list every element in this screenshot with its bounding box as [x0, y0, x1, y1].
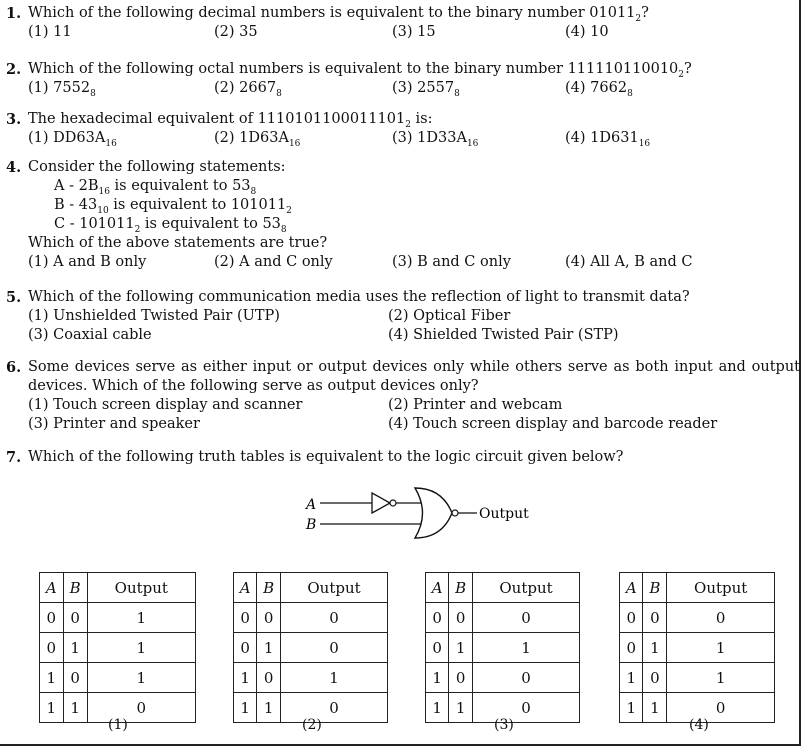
question-number: 4.: [6, 159, 22, 176]
table-row: 0 1 1: [426, 633, 580, 663]
option-3[interactable]: (3) 15: [392, 24, 436, 40]
question-number: 3.: [6, 111, 22, 128]
option-3[interactable]: (3) $2557_8$: [392, 80, 460, 99]
question-number: 6.: [6, 359, 22, 376]
option-2[interactable]: (2) $1D63A_{16}$: [214, 130, 301, 149]
question-number: 5.: [6, 289, 22, 306]
statement-a: A - $2B_{16}$ is equivalent to $53_8$: [54, 178, 257, 197]
truth-table-3: [425, 572, 580, 723]
table-row: 1 0 1: [234, 663, 388, 693]
question-5: [6, 288, 800, 345]
table-header-row: A B Output: [40, 573, 196, 603]
input-b-label: B: [306, 517, 317, 533]
table-row: 0 1 1: [620, 633, 775, 663]
question-text: Which of the following decimal numbers is equivalent to the binary number $01011_2$?: [28, 5, 649, 24]
option-4[interactable]: (4) 10: [565, 24, 609, 40]
option-4[interactable]: (4) Shielded Twisted Pair (STP): [388, 327, 619, 343]
table-row: 1 1 0: [620, 693, 775, 723]
logic-circuit-diagram: [300, 482, 540, 544]
options-row: [28, 23, 800, 42]
option-1[interactable]: (1) $7552_8$: [28, 80, 96, 99]
table-row: 0 0 0: [234, 603, 388, 633]
table-row: 0 0 0: [426, 603, 580, 633]
option-1[interactable]: (1) Touch screen display and scanner: [28, 397, 303, 413]
table-row: 1 1 0: [40, 693, 196, 723]
option-4[interactable]: (4) Touch screen display and barcode reader: [388, 416, 718, 432]
option-1[interactable]: (1) Unshielded Twisted Pair (UTP): [28, 308, 280, 324]
table-row: 0 0 1: [40, 603, 196, 633]
table-row: 1 0 1: [40, 663, 196, 693]
table-header-row: A B Output: [620, 573, 775, 603]
table-row: 1 1 0: [234, 693, 388, 723]
question-number: 2.: [6, 61, 22, 78]
output-label: Output: [479, 506, 529, 522]
question-text: Which of the following truth tables is equivalent to the logic circuit given below?: [28, 449, 624, 465]
options-row: [28, 253, 800, 272]
question-3: [6, 110, 800, 148]
question-2: [6, 60, 800, 98]
table-caption-2: (2): [302, 717, 322, 733]
question-text: Consider the following statements:: [28, 159, 286, 175]
option-3[interactable]: (3) $1D33A_{16}$: [392, 130, 479, 149]
option-4[interactable]: (4) $7662_8$: [565, 80, 633, 99]
question-text: The hexadecimal equivalent of $1110101100011101_2$ is:: [28, 111, 433, 130]
options-row: [28, 415, 800, 434]
options-row: [28, 129, 800, 148]
option-1[interactable]: (1) $DD63A_{16}$: [28, 130, 117, 149]
question-1: [6, 4, 800, 42]
nor-gate: [415, 488, 458, 538]
option-2[interactable]: (2) $2667_8$: [214, 80, 282, 99]
table-row: 1 0 0: [426, 663, 580, 693]
options-row: [28, 396, 800, 415]
option-1[interactable]: (1) A and B only: [28, 254, 147, 270]
option-3[interactable]: (3) Printer and speaker: [28, 416, 200, 432]
options-row: [28, 326, 800, 345]
question-number: 7.: [6, 449, 22, 466]
option-3[interactable]: (3) B and C only: [392, 254, 511, 270]
question-number: 1.: [6, 5, 22, 22]
statement-c: C - $101011_2$ is equivalent to $53_8$: [54, 216, 287, 235]
table-caption-3: (3): [494, 717, 514, 733]
table-row: 0 1 0: [234, 633, 388, 663]
question-4: [6, 158, 800, 272]
table-row: 0 1 1: [40, 633, 196, 663]
option-3[interactable]: (3) Coaxial cable: [28, 327, 152, 343]
table-header-row: A B Output: [426, 573, 580, 603]
option-2[interactable]: (2) 35: [214, 24, 258, 40]
table-header-row: A B Output: [234, 573, 388, 603]
statement-b: B - $43_{10}$ is equivalent to $101011_2$: [54, 197, 292, 216]
question-text: Which of the following octal numbers is equivalent to the binary number $111110110010_2$?: [28, 61, 692, 80]
question-7: [6, 448, 800, 467]
options-row: [28, 307, 800, 326]
table-row: 1 0 1: [620, 663, 775, 693]
input-a-label: A: [306, 497, 317, 513]
table-caption-1: (1): [108, 717, 128, 733]
options-row: [28, 79, 800, 98]
option-2[interactable]: (2) A and C only: [214, 254, 333, 270]
option-2[interactable]: (2) Optical Fiber: [388, 308, 511, 324]
truth-table-4: [619, 572, 775, 723]
table-caption-4: (4): [689, 717, 709, 733]
option-4[interactable]: (4) $1D631_{16}$: [565, 130, 651, 149]
table-row: 0 0 0: [620, 603, 775, 633]
not-gate: [372, 493, 396, 513]
question-followup: Which of the above statements are true?: [28, 235, 328, 251]
option-1[interactable]: (1) 11: [28, 24, 72, 40]
question-text: Some devices serve as either input or output devices only while others serve as both input and output devices. Which of the following serve as output devices only?: [28, 359, 800, 394]
truth-table-2: [233, 572, 388, 723]
truth-table-1: [39, 572, 196, 723]
option-4[interactable]: (4) All A, B and C: [565, 254, 693, 270]
table-row: 1 1 0: [426, 693, 580, 723]
question-text: Which of the following communication media uses the reflection of light to transmit data?: [28, 289, 690, 305]
option-2[interactable]: (2) Printer and webcam: [388, 397, 563, 413]
question-6: [6, 358, 800, 434]
